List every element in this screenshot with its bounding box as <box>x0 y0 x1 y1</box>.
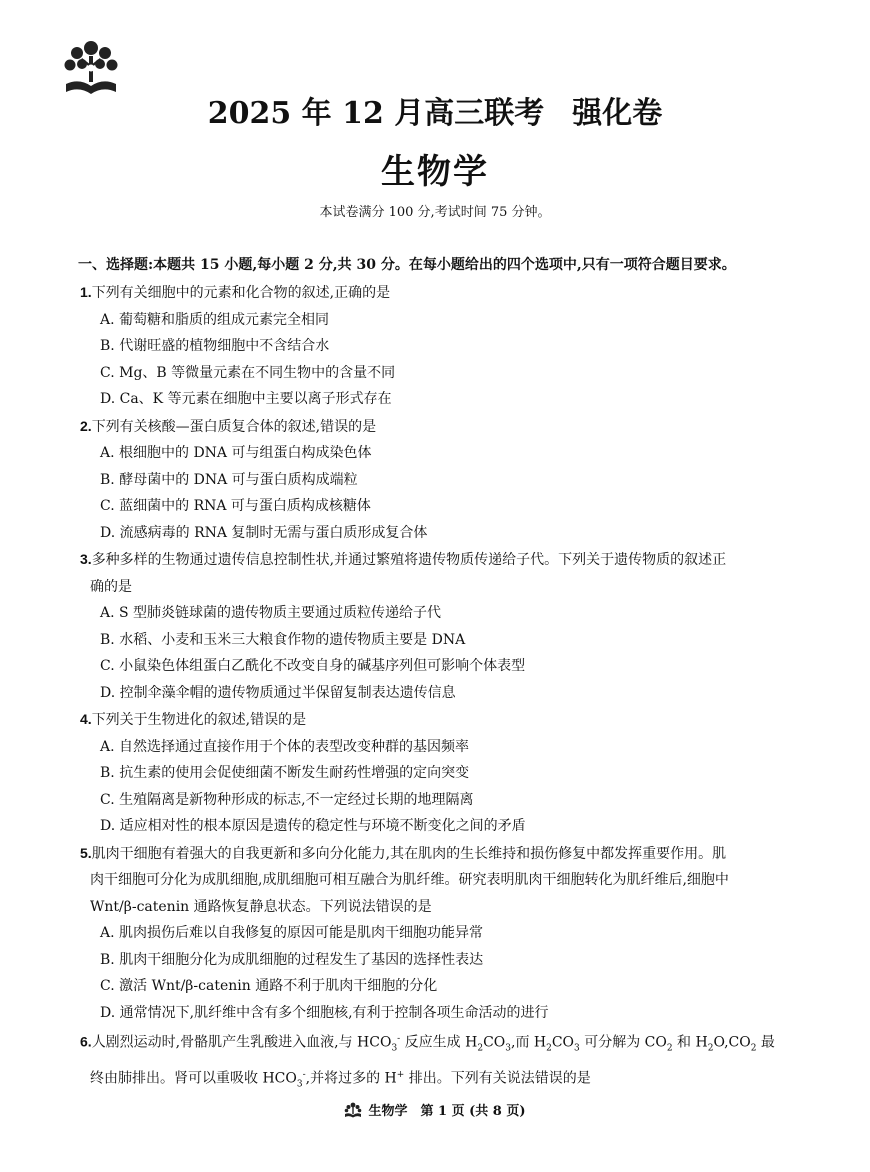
option-d: D. 流感病毒的 RNA 复制时无需与蛋白质形成复合体 <box>100 524 428 541</box>
question-3 <box>80 546 800 706</box>
question-stem <box>80 1026 800 1062</box>
subscript: 2 <box>750 1043 757 1054</box>
exam-title-variant: 强化卷 <box>572 96 663 131</box>
option-b: B. 水稻、小麦和玉米三大粮食作物的遗传物质主要是 DNA <box>100 631 466 648</box>
question-text: 下列有关核酸—蛋白质复合体的叙述,错误的是 <box>91 418 377 435</box>
exam-note: 本试卷满分 100 分,考试时间 75 分钟。 <box>319 205 551 220</box>
subscript: 3 <box>505 1043 511 1054</box>
option-c: C. 蓝细菌中的 RNA 可与蛋白质构成核糖体 <box>100 498 371 514</box>
option-d: D. 适应相对性的根本原因是遗传的稳定性与环境不断变化之间的矛盾 <box>100 818 526 834</box>
text-run: O,CO <box>713 1034 751 1051</box>
text-run: 反应生成 H <box>400 1034 478 1051</box>
question-content <box>80 252 800 1098</box>
subscript: 3 <box>574 1043 580 1054</box>
superscript: - <box>397 1034 401 1044</box>
question-text: 下列有关细胞中的元素和化合物的叙述,正确的是 <box>91 285 391 301</box>
option-d: D. Ca、K 等元素在细胞中主要以离子形式存在 <box>100 391 392 407</box>
text-run: CO <box>551 1034 575 1051</box>
option-a: A. 根细胞中的 DNA 可与组蛋白构成染色体 <box>100 445 372 461</box>
text-run: 最 <box>756 1034 775 1051</box>
text-run: 可分解为 CO <box>579 1034 667 1051</box>
exam-title-main: 2025 年 12 月高三联考 <box>207 96 545 131</box>
exam-title <box>0 88 870 132</box>
question-5 <box>80 840 800 1027</box>
option-a: A. 肌肉损伤后难以自我修复的原因可能是肌肉干细胞功能异常 <box>100 925 484 941</box>
question-number: 4. <box>80 711 92 727</box>
question-stem <box>80 546 800 574</box>
question-stem-cont: 确的是 <box>90 578 132 595</box>
footer-text: 生物学 第 1 页 (共 8 页) <box>368 1104 526 1119</box>
option-a: A. 自然选择通过直接作用于个体的表型改变种群的基因频率 <box>100 738 470 755</box>
question-stem-cont: 肉干细胞可分化为成肌细胞,成肌细胞可相互融合为肌纤维。研究表明肌肉干细胞转化为肌纤维后,细胞中 <box>90 872 729 888</box>
subscript: 2 <box>546 1043 552 1054</box>
question-stem <box>80 413 800 441</box>
text-run: 和 H <box>672 1034 708 1051</box>
question-6 <box>80 1026 800 1098</box>
question-number: 6. <box>80 1033 92 1050</box>
option-a: A. 葡萄糖和脂质的组成元素完全相同 <box>100 311 330 328</box>
option-d: D. 通常情况下,肌纤维中含有多个细胞核,有利于控制各项生命活动的进行 <box>100 1004 549 1021</box>
question-number: 5. <box>80 844 92 861</box>
question-stem <box>80 706 800 734</box>
question-text: 肌肉干细胞有着强大的自我更新和多向分化能力,其在肌肉的生长维持和损伤修复中都发挥重要作用。肌 <box>91 845 727 862</box>
option-c: C. 小鼠染色体组蛋白乙酰化不改变自身的碱基序列但可影响个体表型 <box>100 658 526 674</box>
text-run: 终由肺排出。肾可以重吸收 HCO <box>90 1070 297 1087</box>
text-run: ,并将过多的 H <box>305 1070 397 1087</box>
text-run: 人剧烈运动时,骨骼肌产生乳酸进入血液,与 HCO <box>91 1034 392 1051</box>
text-run: 排出。下列有关说法错误的是 <box>404 1070 591 1087</box>
subscript: 3 <box>391 1043 398 1054</box>
subscript: 2 <box>666 1043 673 1054</box>
option-c: C. 生殖隔离是新物种形成的标志,不一定经过长期的地理隔离 <box>100 791 474 808</box>
option-b: B. 代谢旺盛的植物细胞中不含结合水 <box>100 338 330 354</box>
superscript: + <box>396 1069 405 1080</box>
superscript: - <box>302 1069 306 1080</box>
text-run: ,而 H <box>511 1034 547 1051</box>
subscript: 2 <box>707 1043 714 1054</box>
option-b: B. 抗生素的使用会促使细菌不断发生耐药性增强的定向突变 <box>100 765 470 781</box>
page-footer <box>0 1100 870 1119</box>
tree-book-small-icon <box>344 1102 362 1118</box>
option-c: C. Mg、B 等微量元素在不同生物中的含量不同 <box>100 364 396 381</box>
subscript: 2 <box>477 1043 484 1054</box>
option-c: C. 激活 Wnt/β-catenin 通路不利于肌肉干细胞的分化 <box>100 978 438 994</box>
question-stem <box>80 840 800 868</box>
question-number: 3. <box>80 551 92 567</box>
option-b: B. 肌肉干细胞分化为成肌细胞的过程发生了基因的选择性表达 <box>100 951 484 968</box>
question-stem-cont: Wnt/β-catenin 通路恢复静息状态。下列说法错误的是 <box>90 898 432 915</box>
question-1 <box>80 279 800 413</box>
question-number: 1. <box>80 284 92 300</box>
subscript: 3 <box>296 1079 303 1090</box>
question-text: 下列关于生物进化的叙述,错误的是 <box>91 712 307 728</box>
option-a: A. S 型肺炎链球菌的遗传物质主要通过质粒传递给子代 <box>100 605 442 621</box>
question-stem <box>80 279 800 307</box>
question-text: 多种多样的生物通过遗传信息控制性状,并通过繁殖将遗传物质传递给子代。下列关于遗传物质的叙述正 <box>91 552 727 568</box>
option-b: B. 酵母菌中的 DNA 可与蛋白质构成端粒 <box>100 471 358 488</box>
option-d: D. 控制伞藻伞帽的遗传物质通过半保留复制表达遗传信息 <box>100 684 456 701</box>
question-2 <box>80 413 800 547</box>
question-4 <box>80 706 800 840</box>
question-number: 2. <box>80 417 92 434</box>
subject-title: 生物学 <box>381 152 489 192</box>
section-title: 一、选择题:本题共 15 小题,每小题 2 分,共 30 分。在每小题给出的四个选项中,只有一项符合题目要求。 <box>78 257 736 273</box>
question-stem-cont <box>80 1062 800 1098</box>
text-run: CO <box>483 1034 506 1051</box>
